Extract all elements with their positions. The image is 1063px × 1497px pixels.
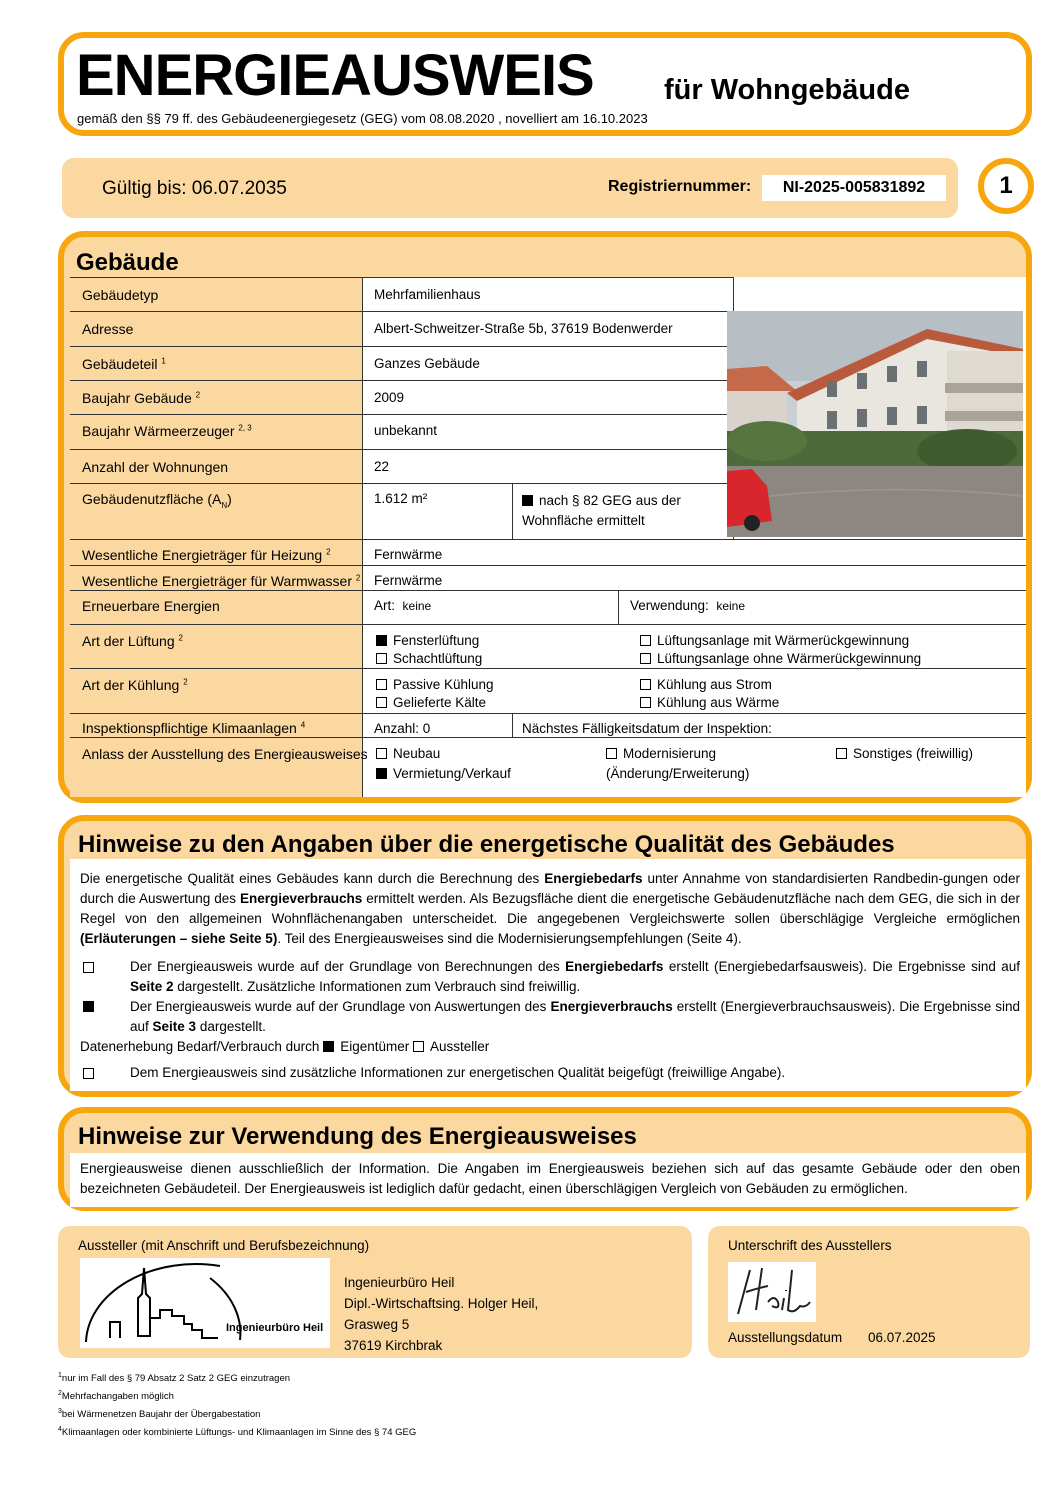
label-waermeerzeuger: Baujahr Wärmeerzeuger $^{2, 3}$ [82, 423, 252, 439]
value-baujahr: 2009 [374, 390, 405, 405]
label-column [70, 277, 362, 797]
document-header [58, 32, 1032, 136]
anlass-sonstiges: Sonstiges (freiwillig) [836, 746, 973, 761]
ingenieurbuero-logo-icon [80, 1258, 330, 1348]
label-warmwasser: Wesentliche Energieträger für Warmwasser $^2$ [82, 573, 361, 589]
aussteller-box [58, 1226, 692, 1358]
value-waermeerzeuger: unbekannt [374, 423, 438, 438]
unterschrift-box [708, 1226, 1030, 1358]
ausstellungsdatum-value: 06.07.2025 [868, 1330, 936, 1345]
anlass-neubau: Neubau [376, 746, 440, 761]
checkbox-schachtlueftung [376, 653, 387, 664]
document-subtitle: für Wohngebäude [664, 74, 910, 106]
checkbox-sonstiges [836, 748, 847, 759]
klima-anzahl: Anzahl: 0 [374, 721, 431, 736]
label-wohnungen: Anzahl der Wohnungen [82, 459, 229, 475]
verwendung-text: Energieausweise dienen ausschließlich der Information. Die Angaben im Energieausweis beziehen sich auf das gesamte Gebäude oder den oben bezeichneten Gebäudeteil. Der Energieausweis ist lediglich dafür gedacht, einen überschlägigen Vergleich von Gebäuden zu ermöglichen. [80, 1161, 1020, 1196]
label-nutzflaeche: Gebäudenutzfläche $(A_N)$ [82, 491, 232, 510]
lueftung-mit-wrg: Lüftungsanlage mit Wärmerückgewinnung [640, 633, 909, 648]
valid-until: Gültig bis: 06.07.2035 [102, 178, 287, 199]
value-gebaeudeteil: Ganzes Gebäude [374, 356, 480, 371]
hinweise-title: Hinweise zu den Angaben über die energetische Qualität des Gebäudes [78, 831, 895, 858]
building-section-title: Gebäude [76, 249, 179, 276]
logo-text: Ingenieurbüro Heil [226, 1322, 324, 1334]
lueftung-fenster: Fensterlüftung [376, 633, 479, 648]
kuehlung-waerme: Kühlung aus Wärme [640, 695, 779, 710]
label-klima: Inspektionspflichtige Klimaanlagen $^4$ [82, 720, 306, 736]
page-number: 1 [978, 158, 1034, 214]
hinweise-body [70, 859, 1026, 1091]
checkbox-nutzflaeche [522, 495, 533, 506]
building-photo-illustration [727, 311, 1023, 537]
erneuerbar-verwendung: Verwendung: keine [630, 598, 746, 613]
anlass-modernisierung-detail: (Änderung/Erweiterung) [606, 766, 750, 781]
aussteller-address: Ingenieurbüro Heil Dipl.-Wirtschaftsing. Holger Heil, Grasweg 5 37619 Kirchbrak [344, 1275, 539, 1353]
lueftung-schacht: Schachtlüftung [376, 651, 482, 666]
validity-bar [62, 158, 958, 218]
checkbox-passive-kuehlung [376, 679, 387, 690]
checkbox-lueftung-mit-wrg [640, 635, 651, 646]
checkbox-modernisierung [606, 748, 617, 759]
anlass-modernisierung: Modernisierung [606, 746, 716, 761]
checkbox-vermietung [376, 768, 387, 779]
legal-basis: gemäß den §§ 79 ff. des Gebäudeenergiegesetz (GEG) vom 08.08.2020 , novelliert am 16.10.2023 [77, 111, 648, 126]
checkbox-neubau [376, 748, 387, 759]
label-baujahr: Baujahr Gebäude $^2$ [82, 390, 201, 406]
ausstellungsdatum-label: Ausstellungsdatum [728, 1330, 843, 1345]
verwendung-body [70, 1153, 1026, 1207]
label-adresse: Adresse [82, 321, 134, 337]
building-photo [727, 311, 1023, 537]
registration-number: NI-2025-005831892 [762, 175, 946, 201]
hinweise-section [58, 815, 1032, 1097]
checkbox-kuehlung-waerme [640, 697, 651, 708]
checkbox-fensterlueftung [376, 635, 387, 646]
value-warmwasser: Fernwärme [374, 573, 443, 588]
signature [728, 1262, 816, 1322]
aussteller-logo [80, 1258, 330, 1348]
footnote-1: $^1$nur im Fall des § 79 Absatz 2 Satz 2 GEG einzutragen [58, 1372, 291, 1385]
kuehlung-passiv: Passive Kühlung [376, 677, 494, 692]
footnote-2: $^2$Mehrfachangaben möglich [58, 1390, 174, 1403]
option-verbrauchsausweis: Der Energieausweis wurde auf der Grundlage von Auswertungen des Energieverbrauchs erstellt (Energieverbrauchsausweis). Die Ergebnisse sind auf Seite 3 dargestellt. [130, 999, 1021, 1034]
value-wohnungen: 22 [374, 459, 390, 474]
footnote-4: $^4$Klimaanlagen oder kombinierte Lüftungs- und Klimaanlagen im Sinne des § 74 GEG [58, 1426, 417, 1439]
erneuerbar-art: Art: keine [374, 598, 432, 613]
hinweise-paragraph: Die energetische Qualität eines Gebäudes kann durch die Berechnung des Energiebedarfs unter Annahme von standardisierten Randbedin-gungen oder durch die Auswertung des Energieverbrauchs ermittelt werden. Als Bezugsfläche dient die energetische Gebäudenutzfläche nach dem GEG, die sich in der Regel von den allgemeinen Wohnflächenangaben unterscheidet. Die angegebenen Vergleichswerte sollen überschlägige Vergleiche ermöglichen (Erläuterungen – siehe Seite 5). Teil des Energieausweises sind die Modernisierungsempfehlungen (Seite 4). [80, 871, 1021, 946]
verwendung-section [58, 1107, 1032, 1211]
kuehlung-strom: Kühlung aus Strom [640, 677, 772, 692]
datenerhebung: Datenerhebung Bedarf/Verbrauch durch Eigentümer Aussteller [80, 1039, 490, 1054]
nutzflaeche-note: nach § 82 GEG aus der Wohnfläche ermittelt [522, 493, 681, 528]
checkbox-zusatzinfo [83, 1068, 94, 1079]
unterschrift-label: Unterschrift des Ausstellers [728, 1238, 892, 1253]
checkbox-verbrauchsausweis [83, 1001, 94, 1012]
anlass-vermietung: Vermietung/Verkauf [376, 766, 511, 781]
label-gebaeudetyp: Gebäudetyp [82, 287, 159, 303]
value-heizung: Fernwärme [374, 547, 443, 562]
checkbox-gelieferte-kaelte [376, 697, 387, 708]
label-erneuerbar: Erneuerbare Energien [82, 598, 220, 614]
handwritten-signature [728, 1262, 816, 1322]
label-lueftung: Art der Lüftung $^2$ [82, 633, 183, 649]
checkbox-kuehlung-strom [640, 679, 651, 690]
label-kuehlung: Art der Kühlung $^2$ [82, 677, 188, 693]
aussteller-label: Aussteller (mit Anschrift und Berufsbezeichnung) [78, 1238, 370, 1253]
kuehlung-kaelte: Gelieferte Kälte [376, 695, 486, 710]
lueftung-ohne-wrg: Lüftungsanlage ohne Wärmerückgewinnung [640, 651, 921, 666]
registration-label: Registriernummer: [608, 178, 752, 195]
option-zusatzinfo: Dem Energieausweis sind zusätzliche Informationen zur energetischen Qualität beigefügt (freiwillige Angabe). [130, 1065, 786, 1080]
checkbox-bedarfsausweis [83, 962, 94, 973]
label-anlass: Anlass der Ausstellung des Energieausweises [82, 746, 368, 762]
label-gebaeudeteil: Gebäudeteil $^1$ [82, 356, 166, 372]
value-nutzflaeche: 1.612 m² [374, 491, 428, 506]
option-bedarfsausweis: Der Energieausweis wurde auf der Grundlage von Berechnungen des Energiebedarfs erstellt (Energiebedarfsausweis). Die Ergebnisse sind auf Seite 2 dargestellt. Zusätzliche Informationen zum Verbrauch sind freiwillig. [130, 959, 1020, 994]
klima-faelligkeit: Nächstes Fälligkeitsdatum der Inspektion: [522, 721, 772, 736]
checkbox-aussteller [413, 1041, 424, 1052]
checkbox-lueftung-ohne-wrg [640, 653, 651, 664]
label-heizung: Wesentliche Energieträger für Heizung $^2$ [82, 547, 331, 563]
verwendung-title: Hinweise zur Verwendung des Energieausweises [78, 1123, 637, 1150]
value-gebaeudetyp: Mehrfamilienhaus [374, 287, 481, 302]
checkbox-eigentuemer [323, 1041, 334, 1052]
footnote-3: $^3$bei Wärmenetzen Baujahr der Übergabestation [58, 1408, 261, 1421]
document-title: ENERGIEAUSWEIS [76, 43, 594, 108]
footnotes [58, 1368, 416, 1441]
value-adresse: Albert-Schweitzer-Straße 5b, 37619 Bodenwerder [374, 321, 673, 336]
